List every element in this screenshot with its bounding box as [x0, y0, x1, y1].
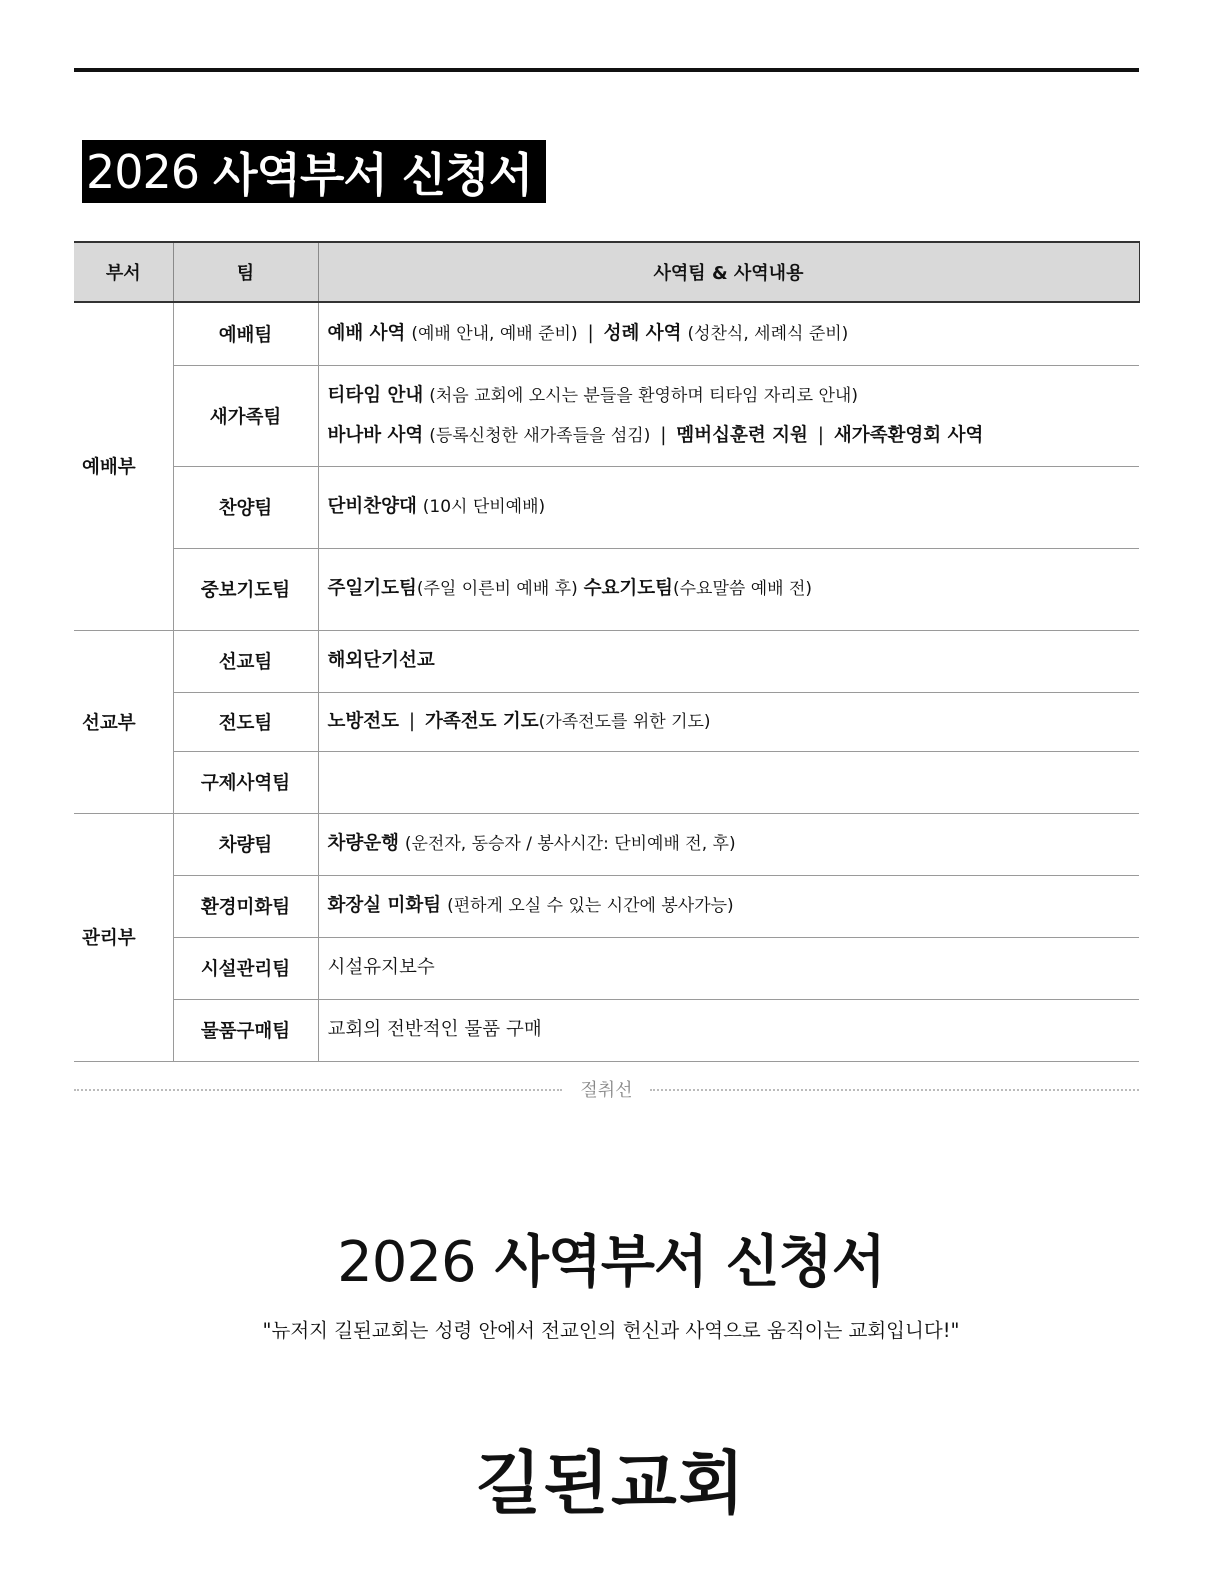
table-row	[74, 751, 1139, 813]
desc-prayer	[318, 548, 1139, 630]
separator: |	[408, 710, 416, 732]
desc-note: (예배 안내, 예배 준비)	[411, 323, 578, 344]
desc-environment	[318, 875, 1139, 937]
team-purchase: 물품구매팀	[173, 999, 318, 1061]
table-row	[74, 365, 1139, 466]
table-row	[74, 302, 1139, 365]
desc-line	[328, 376, 1139, 416]
form-title	[82, 140, 546, 203]
ministry-table	[74, 241, 1140, 1062]
team-worship: 예배팀	[173, 302, 318, 365]
desc-item: 해외단기선교	[327, 650, 435, 671]
team-environment: 환경미화팀	[173, 875, 318, 937]
team-prayer: 중보기도팀	[173, 548, 318, 630]
table-row	[74, 630, 1139, 692]
desc-item: 성례 사역	[603, 322, 682, 344]
desc-item: 차량운행	[327, 833, 399, 854]
desc-item: 수요기도팀	[583, 578, 673, 599]
desc-item: 바나바 사역	[327, 424, 424, 446]
desc-item: 멤버십훈련 지원	[676, 424, 808, 446]
desc-item: 시설유지보수	[327, 957, 435, 978]
stub-title-main: 사역부서 신청서	[494, 1230, 885, 1295]
desc-worship	[318, 302, 1139, 365]
form-title-year: 2026	[86, 144, 200, 199]
desc-item: 새가족환영회 사역	[833, 424, 984, 446]
desc-note: (처음 교회에 오시는 분들을 환영하며 티타임 자리로 안내)	[429, 385, 858, 406]
desc-item: 티타임 안내	[327, 384, 424, 406]
cut-line	[74, 1076, 1139, 1100]
table-row	[74, 999, 1139, 1061]
form-title-main: 사역부서 신청서	[213, 147, 533, 202]
team-mission: 선교팀	[173, 630, 318, 692]
dept-worship: 예배부	[74, 302, 173, 630]
table-row	[74, 692, 1139, 751]
team-praise: 찬양팀	[173, 466, 318, 548]
desc-mission	[318, 630, 1139, 692]
desc-item: 예배 사역	[327, 322, 406, 344]
top-rule	[74, 68, 1139, 72]
desc-note: (운전자, 동승자 / 봉사시간: 단비예배 전, 후)	[404, 834, 736, 854]
header-dept: 부서	[74, 242, 173, 302]
desc-note: (가족전도를 위한 기도)	[538, 711, 711, 732]
table-row	[74, 466, 1139, 548]
desc-item: 단비찬양대	[327, 496, 417, 517]
team-relief: 구제사역팀	[173, 751, 318, 813]
church-quote: "뉴저지 길된교회는 성령 안에서 전교인의 헌신과 사역으로 움직이는 교회입니다!"	[262, 1319, 960, 1342]
desc-praise	[318, 466, 1139, 548]
desc-line	[328, 416, 1139, 456]
separator: |	[817, 424, 825, 446]
desc-note: (10시 단비예배)	[422, 497, 546, 517]
church-logo-text: 길된교회	[475, 1445, 747, 1524]
dept-management: 관리부	[74, 813, 173, 1061]
desc-item: 주일기도팀	[327, 578, 417, 599]
table-row	[74, 813, 1139, 875]
table-row	[74, 875, 1139, 937]
desc-relief	[318, 751, 1139, 813]
team-vehicle: 차량팀	[173, 813, 318, 875]
desc-evangelism	[318, 692, 1139, 751]
desc-purchase	[318, 999, 1139, 1061]
team-facility: 시설관리팀	[173, 937, 318, 999]
desc-note: (성찬식, 세례식 준비)	[687, 323, 849, 344]
stub-title-year: 2026	[337, 1230, 476, 1295]
desc-note: (수요말씀 예배 전)	[672, 579, 812, 599]
table-row	[74, 937, 1139, 999]
desc-facility	[318, 937, 1139, 999]
desc-note: (편하게 오실 수 있는 시간에 봉사가능)	[447, 896, 734, 916]
desc-newfamily	[318, 365, 1139, 466]
desc-item: 화장실 미화팀	[327, 895, 442, 916]
table-row	[74, 548, 1139, 630]
desc-vehicle	[318, 813, 1139, 875]
header-team: 팀	[173, 242, 318, 302]
team-newfamily: 새가족팀	[173, 365, 318, 466]
stub-title	[0, 1218, 1222, 1298]
separator: |	[587, 322, 594, 344]
desc-item: 교회의 전반적인 물품 구매	[327, 1019, 542, 1040]
desc-note: (등록신청한 새가족들을 섬김)	[429, 425, 651, 446]
header-desc: 사역팀 & 사역내용	[318, 242, 1139, 302]
separator: |	[660, 424, 667, 446]
desc-item: 가족전도 기도	[425, 710, 539, 732]
desc-note: (주일 이른비 예배 후)	[416, 579, 578, 599]
desc-item: 노방전도	[327, 710, 399, 732]
team-evangelism: 전도팀	[173, 692, 318, 751]
dept-mission: 선교부	[74, 630, 173, 813]
cut-line-label: 절취선	[580, 1080, 633, 1101]
table-header-row	[74, 242, 1139, 302]
